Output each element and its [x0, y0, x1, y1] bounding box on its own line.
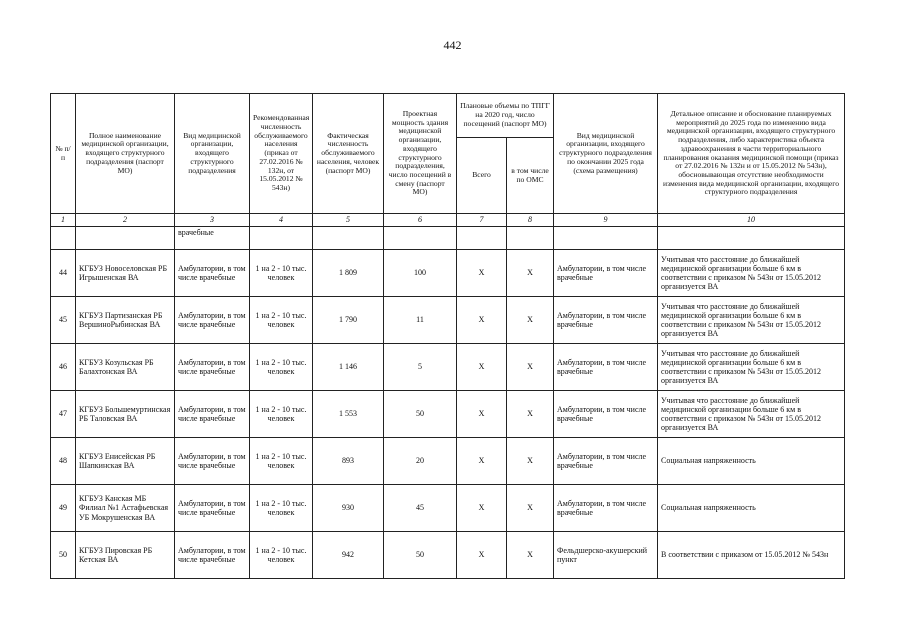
cell-oms: X	[507, 344, 554, 391]
cell-total: X	[457, 438, 507, 485]
cell-actual: 1 553	[313, 391, 384, 438]
column-number: 8	[507, 214, 554, 227]
cell-num: 49	[51, 485, 76, 532]
header-col-7: Всего	[457, 138, 507, 214]
cell-total: X	[457, 485, 507, 532]
cell-total: X	[457, 344, 507, 391]
cell-num: 46	[51, 344, 76, 391]
column-number: 4	[250, 214, 313, 227]
header-col-4: Рекомендованная численность обслуживаемого населения (приказ от 27.02.2016 № 132н, от 15.05.2012 № 543н)	[250, 94, 313, 214]
cell-oms	[507, 227, 554, 250]
cell-type: Амбулатории, в том числе врачебные	[175, 532, 250, 579]
cell-type-2025: Амбулатории, в том числе врачебные	[554, 391, 658, 438]
cell-actual: 893	[313, 438, 384, 485]
column-number: 7	[457, 214, 507, 227]
cell-capacity: 20	[384, 438, 457, 485]
cell-total: X	[457, 532, 507, 579]
cell-recommended	[250, 227, 313, 250]
cell-type-2025	[554, 227, 658, 250]
cell-type: Амбулатории, в том числе врачебные	[175, 344, 250, 391]
cell-num	[51, 227, 76, 250]
cell-total	[457, 227, 507, 250]
table-body	[51, 227, 845, 579]
cell-recommended: 1 на 2 - 10 тыс. человек	[250, 438, 313, 485]
cell-type-2025: Амбулатории, в том числе врачебные	[554, 438, 658, 485]
cell-description: Учитывая что расстояние до ближайшей медицинской организации больше 6 км в соответствии с приказом № 543н от 15.05.2012 организуется ВА	[658, 297, 845, 344]
cell-num: 44	[51, 250, 76, 297]
table-row	[51, 391, 845, 438]
facilities-table	[50, 93, 845, 579]
cell-description: Социальная напряженность	[658, 485, 845, 532]
continuation-row	[51, 227, 845, 250]
cell-type: Амбулатории, в том числе врачебные	[175, 485, 250, 532]
header-planned-volumes: Плановые объемы по ТПГГ на 2020 год, число посещений (паспорт МО)	[457, 94, 554, 138]
cell-type: Амбулатории, в том числе врачебные	[175, 438, 250, 485]
cell-description: В соответствии с приказом от 15.05.2012 № 543н	[658, 532, 845, 579]
header-col-2: Полное наименование медицинской организации, входящего структурного подразделения (паспорт МО)	[76, 94, 175, 214]
header-col-8: в том числе по ОМС	[507, 138, 554, 214]
cell-name: КГБУЗ Козульская РБ Балахтонская ВА	[76, 344, 175, 391]
cell-num: 47	[51, 391, 76, 438]
cell-capacity: 5	[384, 344, 457, 391]
column-number: 3	[175, 214, 250, 227]
cell-name: КГБУЗ Пировская РБ Кетская ВА	[76, 532, 175, 579]
cell-type: врачебные	[175, 227, 250, 250]
cell-capacity: 11	[384, 297, 457, 344]
cell-actual: 1 809	[313, 250, 384, 297]
cell-name: КГБУЗ Большемуртинская РБ Таловская ВА	[76, 391, 175, 438]
table-row	[51, 250, 845, 297]
cell-name: КГБУЗ Канская МБ Филиал №1 Астафьевская УБ Мокрушенская ВА	[76, 485, 175, 532]
cell-type: Амбулатории, в том числе врачебные	[175, 297, 250, 344]
cell-description: Учитывая что расстояние до ближайшей медицинской организации больше 6 км в соответствии с приказом № 543н от 15.05.2012 организуется ВА	[658, 391, 845, 438]
cell-name	[76, 227, 175, 250]
cell-recommended: 1 на 2 - 10 тыс. человек	[250, 297, 313, 344]
cell-actual: 930	[313, 485, 384, 532]
table-row	[51, 297, 845, 344]
cell-recommended: 1 на 2 - 10 тыс. человек	[250, 250, 313, 297]
cell-capacity: 50	[384, 391, 457, 438]
cell-recommended: 1 на 2 - 10 тыс. человек	[250, 391, 313, 438]
header-col-3: Вид медицинской организации, входящего структурного подразделения	[175, 94, 250, 214]
header-col-5: Фактическая численность обслуживаемого населения, человек (паспорт МО)	[313, 94, 384, 214]
cell-actual	[313, 227, 384, 250]
cell-name: КГБУЗ Партизанская РБ ВершиноРыбинская ВА	[76, 297, 175, 344]
column-number: 1	[51, 214, 76, 227]
cell-actual: 942	[313, 532, 384, 579]
cell-oms: X	[507, 532, 554, 579]
cell-total: X	[457, 391, 507, 438]
column-number: 10	[658, 214, 845, 227]
column-number-row	[51, 214, 845, 227]
cell-num: 45	[51, 297, 76, 344]
cell-description: Учитывая что расстояние до ближайшей медицинской организации больше 6 км в соответствии с приказом № 543н от 15.05.2012 организуется ВА	[658, 344, 845, 391]
cell-capacity: 50	[384, 532, 457, 579]
cell-actual: 1 790	[313, 297, 384, 344]
column-number: 9	[554, 214, 658, 227]
cell-description: Учитывая что расстояние до ближайшей медицинской организации больше 6 км в соответствии с приказом № 543н от 15.05.2012 организуется ВА	[658, 250, 845, 297]
cell-total: X	[457, 250, 507, 297]
cell-type: Амбулатории, в том числе врачебные	[175, 250, 250, 297]
cell-recommended: 1 на 2 - 10 тыс. человек	[250, 532, 313, 579]
cell-capacity	[384, 227, 457, 250]
table-row	[51, 344, 845, 391]
cell-total: X	[457, 297, 507, 344]
cell-oms: X	[507, 485, 554, 532]
table-row	[51, 532, 845, 579]
cell-type-2025: Амбулатории, в том числе врачебные	[554, 297, 658, 344]
table-row	[51, 485, 845, 532]
cell-recommended: 1 на 2 - 10 тыс. человек	[250, 485, 313, 532]
column-number: 2	[76, 214, 175, 227]
cell-oms: X	[507, 297, 554, 344]
cell-actual: 1 146	[313, 344, 384, 391]
cell-type-2025: Амбулатории, в том числе врачебные	[554, 250, 658, 297]
cell-name: КГБУЗ Енисейская РБ Шапкинская ВА	[76, 438, 175, 485]
header-col-6: Проектная мощность здания медицинской организации, входящего структурного подразделения, число посещений в смену (паспорт МО)	[384, 94, 457, 214]
header-col-1: № п/п	[51, 94, 76, 214]
cell-num: 50	[51, 532, 76, 579]
cell-name: КГБУЗ Новоселовская РБ Игрышенская ВА	[76, 250, 175, 297]
cell-oms: X	[507, 438, 554, 485]
column-number: 6	[384, 214, 457, 227]
table-header	[51, 94, 845, 227]
cell-description: Социальная напряженность	[658, 438, 845, 485]
cell-type-2025: Амбулатории, в том числе врачебные	[554, 485, 658, 532]
cell-oms: X	[507, 250, 554, 297]
cell-type: Амбулатории, в том числе врачебные	[175, 391, 250, 438]
cell-type-2025: Амбулатории, в том числе врачебные	[554, 344, 658, 391]
cell-type-2025: Фельдшерско-акушерский пункт	[554, 532, 658, 579]
cell-recommended: 1 на 2 - 10 тыс. человек	[250, 344, 313, 391]
header-col-10: Детальное описание и обоснование планируемых мероприятий до 2025 года по изменению вида медицинской организации, входящего структурного подразделения, либо характеристика объекта здравоохранения в части территориального планирования оказания медицинской помощи (приказ от 27.02.2016 № 132н и от 15.05.2012 № 543н), обосновывающая отсутствие необходимости изменения вида медицинской организации, входящего структурного подразделения	[658, 94, 845, 214]
cell-description	[658, 227, 845, 250]
cell-oms: X	[507, 391, 554, 438]
table-row	[51, 438, 845, 485]
cell-num: 48	[51, 438, 76, 485]
page-number: 442	[443, 38, 462, 52]
cell-capacity: 45	[384, 485, 457, 532]
header-col-9: Вид медицинской организации, входящего структурного подразделения по окончании 2025 года (схема размещения)	[554, 94, 658, 214]
column-number: 5	[313, 214, 384, 227]
cell-capacity: 100	[384, 250, 457, 297]
